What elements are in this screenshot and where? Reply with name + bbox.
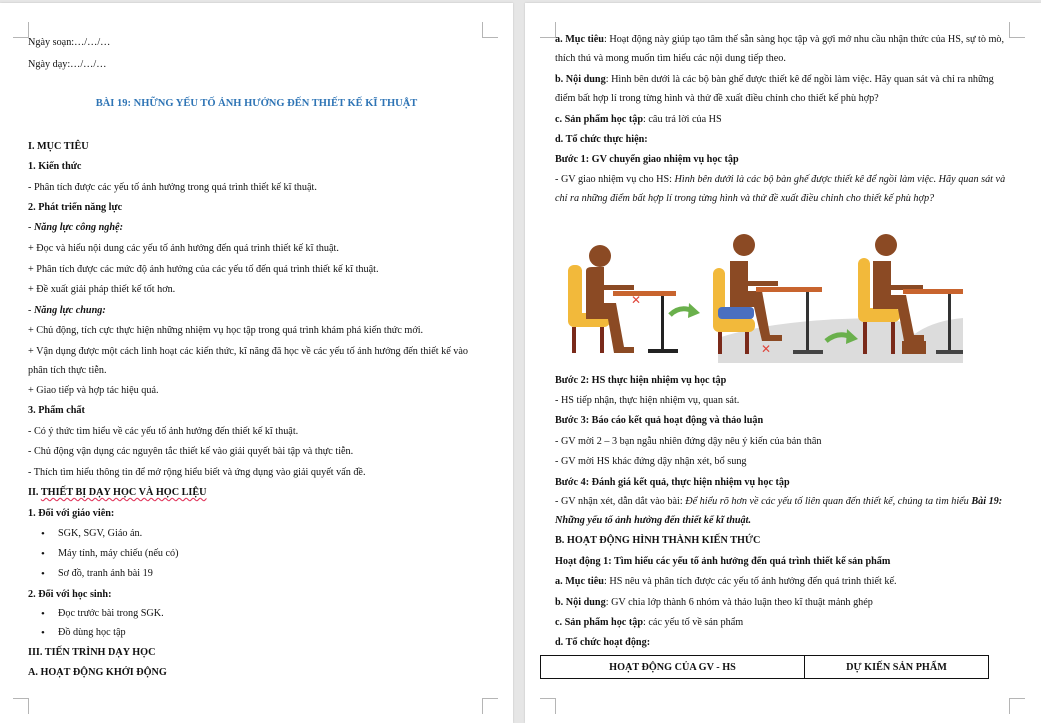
- tech-item: + Đọc và hiểu nội dung các yếu tố ảnh hưởng đến quá trình thiết kế kĩ thuật.: [28, 243, 339, 254]
- dash: -: [28, 222, 34, 233]
- general-item: + Vận dụng được một cách linh hoạt các kiến thức, kĩ năng đã học về các yếu tố ảnh hưởng đến thiết kế vào phân tích thực tiễn.: [28, 346, 468, 376]
- lesson-title: BÀI 19: NHỮNG YẾU TỐ ẢNH HƯỞNG ĐẾN THIẾT KẾ KĨ THUẬT: [95, 98, 418, 109]
- text: : HS nêu và phân tích được các yếu tố ảnh hưởng đến quá trình thiết kế.: [603, 576, 897, 587]
- activity1-organize: d. Tổ chức hoạt động:: [555, 637, 651, 648]
- subheading-competence: 2. Phát triển năng lực: [28, 202, 123, 213]
- subheading-student: 2. Đối với học sinh:: [28, 589, 112, 600]
- step3-heading: Bước 3: Báo cáo kết quả hoạt động và thảo luận: [555, 415, 764, 426]
- date-taught: Ngày dạy:…/…/…: [28, 59, 107, 70]
- teacher-item: • Máy tính, máy chiếu (nếu có): [58, 547, 179, 561]
- student-item: • Đồ dùng học tập: [58, 626, 126, 640]
- step3-item: - GV mời HS khác đứng dậy nhận xét, bổ sung: [555, 456, 747, 467]
- table-header-cell: DỰ KIẾN SẢN PHẨM: [805, 656, 989, 679]
- section-number: II.: [28, 487, 41, 498]
- general-item: + Giao tiếp và hợp tác hiệu quả.: [28, 385, 159, 396]
- activity1-heading: Hoạt động 1: Tìm hiểu các yếu tố ảnh hưởng đến quá trình thiết kế sản phẩm: [555, 556, 891, 567]
- subheading-knowledge: 1. Kiến thức: [28, 161, 82, 172]
- activity1-product: [555, 616, 743, 630]
- label: c. Sản phẩm học tập: [555, 617, 644, 628]
- document-page-left: [0, 3, 513, 723]
- crop-mark: [482, 698, 498, 714]
- italic-text: Hình bên dưới là các bộ bàn ghế được thiết kê để ngồi làm việc. Hãy quan sát và chỉ ra những điểm bất hợp lí trong từng hình và thử đề xuất điều chỉnh cho thiết kế phù hợp?: [555, 174, 1006, 204]
- text: : câu trả lời của HS: [643, 114, 722, 125]
- text: - GV nhận xét, dẫn dắt vào bài:: [555, 496, 686, 507]
- desk-chair-illustration: [558, 223, 963, 363]
- subheading-qualities: 3. Phẩm chất: [28, 405, 85, 416]
- italic-text: Để hiểu rõ hơn về các yếu tố liên quan đến thiết kế, chúng ta tìm hiểu: [685, 496, 972, 507]
- knowledge-text: - Phân tích được các yếu tố ảnh hưởng trong quá trình thiết kế kĩ thuật.: [28, 182, 317, 193]
- tech-item: + Đề xuất giải pháp thiết kế tốt hơn.: [28, 284, 176, 295]
- section-heading-objectives: I. MỤC TIÊU: [28, 141, 89, 152]
- general-competence-label: [28, 304, 106, 318]
- quality-item: - Có ý thức tìm hiểu về các yếu tố ảnh hưởng đến thiết kế kĩ thuật.: [28, 426, 299, 437]
- svg-text:✕: ✕: [631, 293, 642, 307]
- label: b. Nội dung: [555, 597, 606, 608]
- teacher-item: • Sơ đồ, tranh ảnh bài 19: [58, 567, 153, 581]
- subheading-teacher: 1. Đối với giáo viên:: [28, 508, 115, 519]
- section-title: THIẾT BỊ DẠY HỌC VÀ HỌC LIỆU: [40, 487, 207, 498]
- section-heading-knowledge: B. HOẠT ĐỘNG HÌNH THÀNH KIẾN THỨC: [555, 535, 761, 546]
- step2-text: - HS tiếp nhận, thực hiện nhiệm vụ, quan sát.: [555, 395, 740, 406]
- student-item: • Đọc trước bài trong SGK.: [58, 607, 164, 621]
- quality-item: - Chủ động vận dụng các nguyên tắc thiết kế vào giải quyết bài tập và thực tiễn.: [28, 446, 354, 457]
- activity1-objective: [555, 575, 897, 589]
- section-heading-equipment: [28, 486, 207, 500]
- label: c. Sản phẩm học tập: [555, 114, 644, 125]
- warmup-organize: d. Tổ chức thực hiện:: [555, 134, 648, 145]
- table-header-cell: HOẠT ĐỘNG CỦA GV - HS: [541, 656, 805, 679]
- table-header-row: [541, 656, 989, 679]
- document-page-right: [525, 3, 1041, 723]
- figure-1: [568, 245, 700, 353]
- crop-mark: [482, 22, 498, 38]
- text: : Hình bên dưới là các bộ bàn ghế được thiết kê để ngồi làm việc. Hãy quan sát và chỉ ra những điểm bất hợp lí trong từng hình và thử đề xuất điều chỉnh cho thiết kế phù hợp?: [555, 74, 994, 104]
- section-heading-warmup: A. HOẠT ĐỘNG KHỞI ĐỘNG: [28, 667, 167, 678]
- teacher-item: • SGK, SGV, Giáo án.: [58, 527, 142, 541]
- svg-text:✕: ✕: [761, 342, 772, 356]
- tech-item: + Phân tích được các mức độ ảnh hưởng của các yếu tố đến quá trình thiết kế kĩ thuật.: [28, 264, 379, 275]
- warmup-content: [555, 70, 1015, 108]
- crop-mark: [540, 698, 556, 714]
- warmup-product: [555, 113, 722, 127]
- warmup-objective: [555, 30, 1015, 68]
- step2-heading: Bước 2: HS thực hiện nhiệm vụ học tập: [555, 375, 727, 386]
- tech-competence-text: Năng lực công nghệ:: [33, 222, 123, 233]
- step1-text: [555, 170, 1015, 208]
- crop-mark: [540, 22, 556, 38]
- bold-italic-text: Những yếu tố ảnh hưởng đến thiết kế kĩ thuật.: [555, 515, 751, 526]
- crop-mark: [13, 698, 29, 714]
- bold-italic-text: Bài 19:: [971, 496, 1003, 507]
- general-item: + Chủ động, tích cực thực hiện những nhiệm vụ học tập trong quá trình khám phá kiến thức mới.: [28, 325, 424, 336]
- step3-item: - GV mời 2 – 3 bạn ngẫu nhiên đứng dậy nêu ý kiến của bản thân: [555, 436, 822, 447]
- activity-table: [540, 655, 989, 679]
- crop-mark: [1009, 698, 1025, 714]
- dash: -: [28, 305, 34, 316]
- text: : GV chia lớp thành 6 nhóm và thảo luận theo kĩ thuật mảnh ghép: [605, 597, 873, 608]
- tech-competence-label: [28, 221, 123, 235]
- label: a. Mục tiêu: [555, 34, 604, 45]
- general-competence-text: Năng lực chung:: [33, 305, 106, 316]
- activity1-content: [555, 596, 873, 610]
- crop-mark: [13, 22, 29, 38]
- step1-heading: Bước 1: GV chuyển giao nhiệm vụ học tập: [555, 154, 739, 165]
- label: b. Nội dung: [555, 74, 606, 85]
- label: a. Mục tiêu: [555, 576, 604, 587]
- quality-item: - Thích tìm hiểu thông tin để mở rộng hiểu biết và ứng dụng vào giải quyết vấn đề.: [28, 467, 366, 478]
- step4-heading: Bước 4: Đánh giá kết quả, thực hiện nhiệm vụ học tập: [555, 477, 790, 488]
- text: : các yếu tố về sản phẩm: [643, 617, 744, 628]
- text: - GV giao nhiệm vụ cho HS:: [555, 174, 675, 185]
- text: : Hoạt động này giúp tạo tâm thế sẵn sàng học tập và gợi mở nhu cầu nhận thức của HS, sự tò mò, thích thú và mong muốn tìm hiểu các nội dung tiếp theo.: [555, 34, 1005, 64]
- section-heading-process: III. TIẾN TRÌNH DẠY HỌC: [28, 647, 156, 658]
- step4-text: [555, 492, 1015, 530]
- date-prepared: Ngày soạn:…/…/…: [28, 37, 111, 48]
